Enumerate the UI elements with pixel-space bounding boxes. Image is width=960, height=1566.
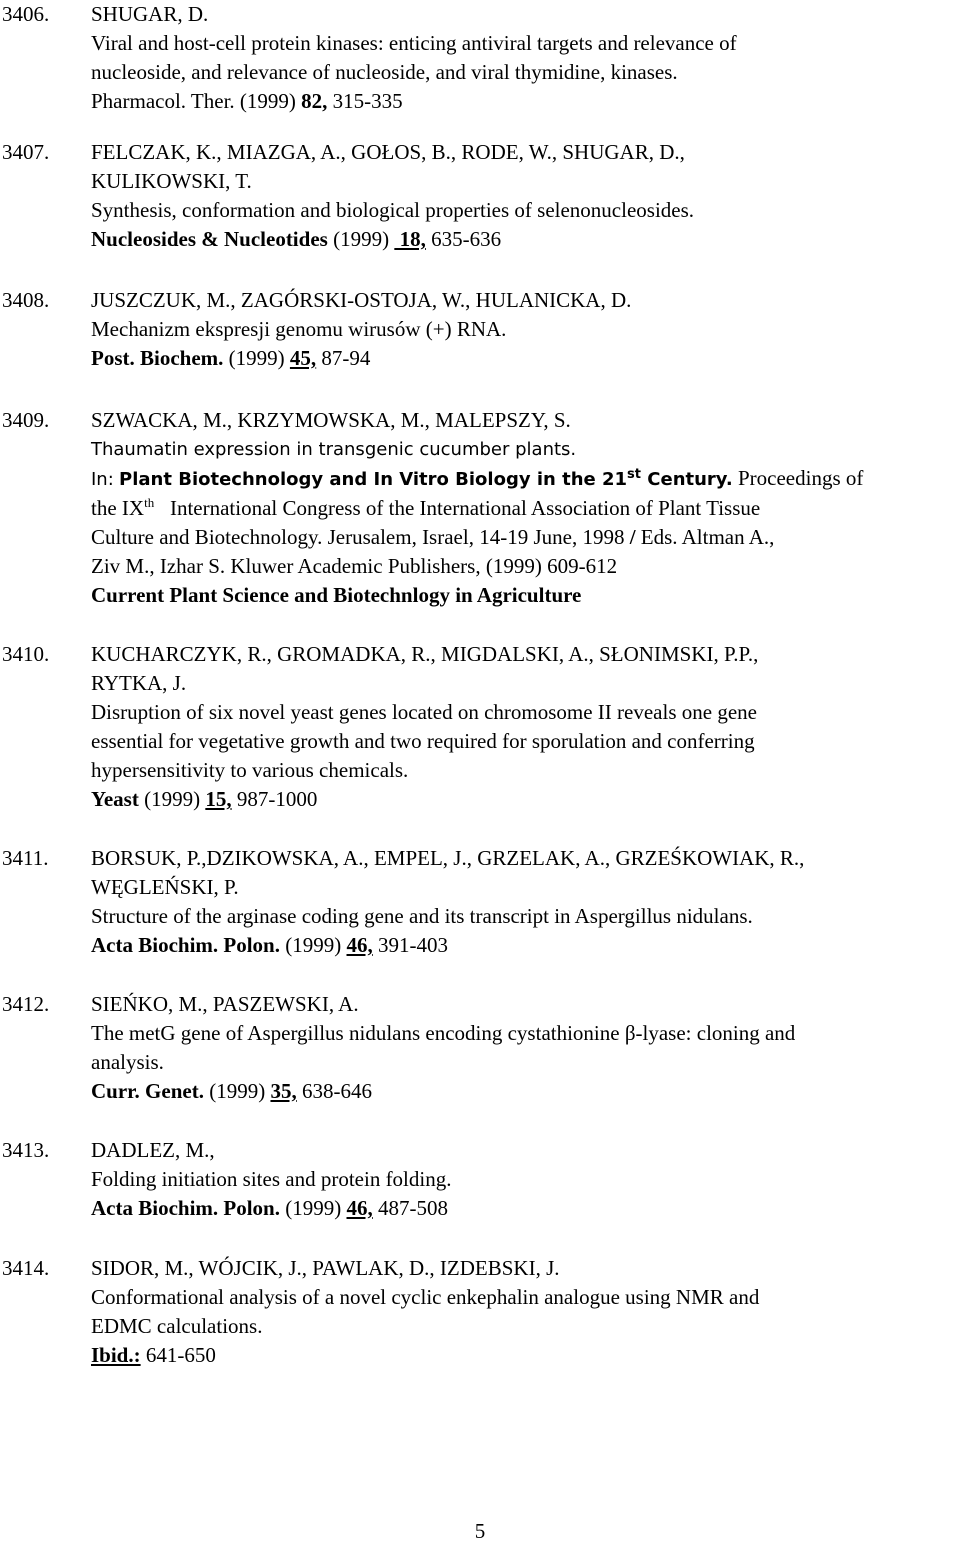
journal-name: Acta Biochim. Polon.	[91, 933, 280, 957]
proceedings-text: the IX	[91, 496, 145, 520]
entry-title-line: hypersensitivity to various chemicals.	[91, 758, 409, 782]
book-title-part: Century.	[647, 469, 733, 490]
citation-year: (1999)	[333, 227, 390, 251]
entry-proceedings-line	[91, 494, 863, 523]
entry-number: 3409.	[2, 408, 50, 432]
entry-title-line: Disruption of six novel yeast genes located on chromosome II reveals one gene	[91, 700, 757, 724]
entry-title-line: The metG gene of Aspergillus nidulans encoding cystathionine β-lyase: cloning and	[91, 1021, 796, 1045]
entry-number: 3410.	[2, 642, 50, 666]
separator-slash: /	[629, 525, 636, 549]
in-prefix: In:	[91, 469, 114, 490]
reference-entry-3408	[0, 286, 631, 373]
reference-entry-3406	[0, 0, 737, 116]
citation-volume: 45,	[289, 346, 317, 370]
entry-title: Structure of the arginase coding gene and its transcript in Aspergillus nidulans.	[91, 904, 753, 928]
entry-number: 3411.	[2, 846, 49, 870]
entry-citation	[91, 87, 737, 116]
reference-entry-3411	[0, 844, 804, 960]
journal-name: Pharmacol. Ther.	[91, 89, 235, 113]
entry-proceedings-line: Ziv M., Izhar S. Kluwer Academic Publishers, (1999) 609-612	[91, 554, 618, 578]
entry-citation	[91, 344, 631, 373]
entry-title-line: essential for vegetative growth and two required for sporulation and conferring	[91, 729, 755, 753]
reference-entry-3414	[0, 1254, 759, 1370]
entry-title-line: Viral and host-cell protein kinases: enticing antiviral targets and relevance of	[91, 31, 737, 55]
entry-title-line: nucleoside, and relevance of nucleoside, and viral thymidine, kinases.	[91, 60, 678, 84]
entry-authors: JUSZCZUK, M., ZAGÓRSKI-OSTOJA, W., HULANICKA, D.	[91, 288, 632, 312]
citation-year: (1999)	[239, 89, 296, 113]
reference-entry-3410	[0, 640, 758, 814]
entry-authors-line: KUCHARCZYK, R., GROMADKA, R., MIGDALSKI, A., SŁONIMSKI, P.P.,	[91, 642, 759, 666]
entry-authors-line: BORSUK, P.,DZIKOWSKA, A., EMPEL, J., GRZELAK, A., GRZEŚKOWIAK, R.,	[91, 846, 805, 870]
entry-title: Thaumatin expression in transgenic cucumber plants.	[91, 439, 577, 460]
entry-title: Mechanizm ekspresji genomu wirusów (+) RNA.	[91, 317, 507, 341]
ordinal-suffix: st	[627, 467, 641, 482]
proceedings-text: Eds. Altman A.,	[640, 525, 775, 549]
entry-authors-line: RYTKA, J.	[91, 671, 187, 695]
entry-title: Folding initiation sites and protein folding.	[91, 1167, 452, 1191]
entry-authors: SIEŃKO, M., PASZEWSKI, A.	[91, 992, 359, 1016]
citation-year: (1999)	[285, 933, 342, 957]
entry-series: Current Plant Science and Biotechnlogy in Agriculture	[91, 583, 582, 607]
entry-citation	[91, 1194, 451, 1223]
citation-volume: 18,	[394, 227, 426, 251]
entry-proceedings-line	[91, 523, 863, 552]
citation-pages: 987-1000	[236, 787, 318, 811]
citation-volume: 82,	[301, 89, 328, 113]
proceedings-text: International Congress of the International Association of Plant Tissue	[169, 496, 761, 520]
entry-number: 3408.	[2, 288, 50, 312]
entry-authors: SZWACKA, M., KRZYMOWSKA, M., MALEPSZY, S.	[91, 408, 571, 432]
reference-entry-3409	[0, 406, 863, 610]
citation-year: (1999)	[144, 787, 201, 811]
citation-pages: 635-636	[431, 227, 502, 251]
entry-citation	[91, 1341, 759, 1370]
entry-authors: SIDOR, M., WÓJCIK, J., PAWLAK, D., IZDEBSKI, J.	[91, 1256, 560, 1280]
citation-pages: 87-94	[321, 346, 371, 370]
book-title	[119, 469, 733, 490]
entry-citation	[91, 931, 804, 960]
reference-entry-3412	[0, 990, 795, 1106]
citation-pages: 315-335	[332, 89, 403, 113]
ordinal-suffix: th	[144, 495, 155, 510]
entry-number: 3406.	[2, 2, 50, 26]
citation-pages: 487-508	[378, 1196, 448, 1220]
proceedings-text: Proceedings of	[737, 466, 864, 490]
entry-citation	[91, 785, 758, 814]
entry-citation	[91, 1077, 795, 1106]
journal-name: Ibid.:	[91, 1343, 141, 1367]
journal-name: Acta Biochim. Polon.	[91, 1196, 280, 1220]
entry-authors-line: WĘGLEŃSKI, P.	[91, 875, 239, 899]
page-number: 5	[474, 1519, 486, 1543]
entry-authors-line: KULIKOWSKI, T.	[91, 169, 252, 193]
entry-title: Synthesis, conformation and biological properties of selenonucleosides.	[91, 198, 695, 222]
entry-book-line	[91, 464, 863, 494]
journal-name: Yeast	[91, 787, 139, 811]
entry-title-line: analysis.	[91, 1050, 164, 1074]
citation-volume: 46,	[346, 1196, 373, 1220]
entry-number: 3412.	[2, 992, 50, 1016]
citation-pages: 391-403	[378, 933, 448, 957]
citation-year: (1999)	[285, 1196, 342, 1220]
entry-number: 3407.	[2, 140, 50, 164]
entry-authors-line: FELCZAK, K., MIAZGA, A., GOŁOS, B., RODE, W., SHUGAR, D.,	[91, 140, 685, 164]
journal-name: Post. Biochem.	[91, 346, 224, 370]
proceedings-text: Culture and Biotechnology. Jerusalem, Israel, 14-19 June, 1998	[91, 525, 625, 549]
book-title-part: Plant Biotechnology and In Vitro Biology in the 21	[119, 469, 628, 490]
citation-volume: 35,	[270, 1079, 297, 1103]
entry-number: 3414.	[2, 1256, 50, 1280]
entry-title-line: EDMC calculations.	[91, 1314, 263, 1338]
entry-title-line: Conformational analysis of a novel cyclic enkephalin analogue using NMR and	[91, 1285, 760, 1309]
citation-year: (1999)	[228, 346, 285, 370]
citation-volume: 46,	[346, 933, 373, 957]
citation-pages: 638-646	[301, 1079, 372, 1103]
reference-entry-3413	[0, 1136, 451, 1223]
entry-number: 3413.	[2, 1138, 50, 1162]
journal-name: Nucleosides & Nucleotides	[91, 227, 328, 251]
citation-pages: 641-650	[145, 1343, 216, 1367]
citation-year: (1999)	[209, 1079, 266, 1103]
entry-citation	[91, 225, 694, 254]
entry-authors: DADLEZ, M.,	[91, 1138, 215, 1162]
reference-entry-3407	[0, 138, 694, 254]
entry-authors: SHUGAR, D.	[91, 2, 209, 26]
citation-volume: 15,	[205, 787, 232, 811]
journal-name: Curr. Genet.	[91, 1079, 204, 1103]
